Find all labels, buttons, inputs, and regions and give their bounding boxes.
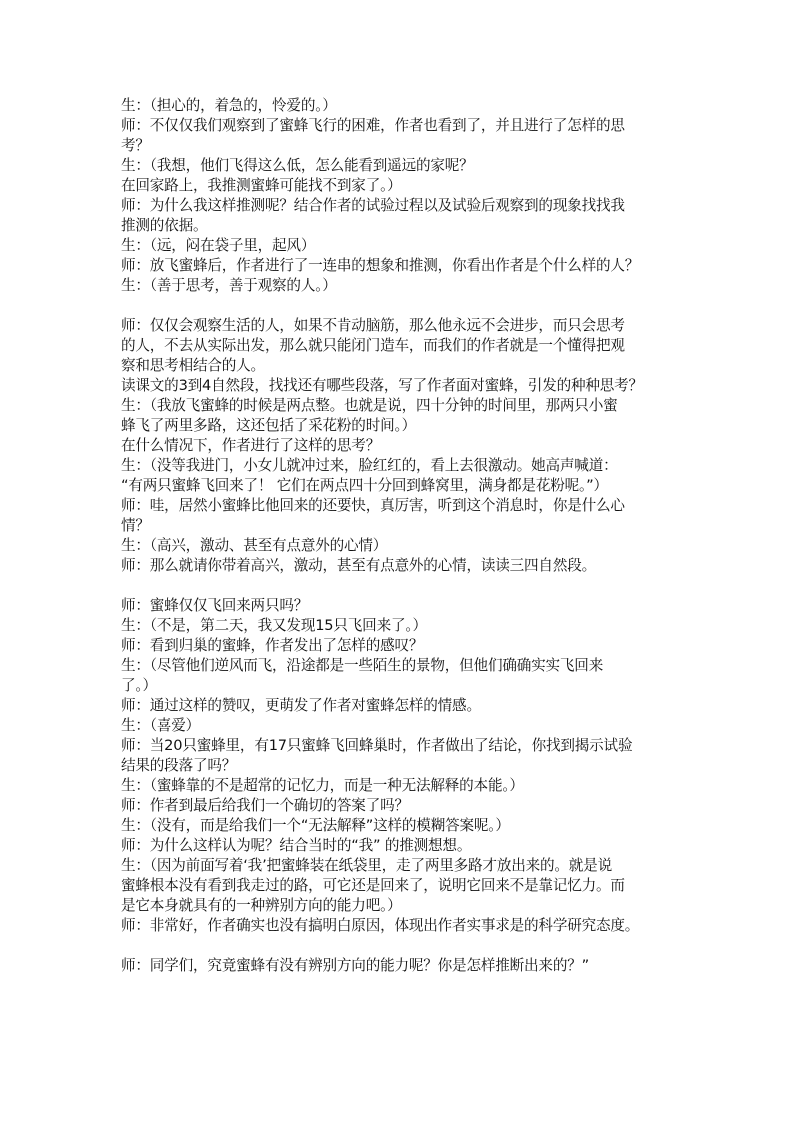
text-line: 生：（没等我进门，小女儿就冲过来，脸红红的，看上去很激动。她高声喊道： [121, 457, 618, 474]
text-line: 生：（没有，而是给我们一个“无法解释”这样的模糊答案呢。） [121, 817, 510, 834]
text-line: 师：仅仅会观察生活的人，如果不肯动脑筋，那么他永远不会进步，而只会思考 [121, 317, 625, 334]
text-line: 师：同学们，究竟蜜蜂有没有辨别方向的能力呢？你是怎样推断出来的？” [121, 957, 589, 974]
text-line: 师：为什么我这样推测呢？结合作者的试验过程以及试验后观察到的现象找找我 [121, 197, 625, 214]
text-line: 师：那么就请你带着高兴，激动，甚至有点意外的心情，读读三四自然段。 [121, 557, 596, 574]
text-line: 蜜蜂根本没有看到我走过的路，可它还是回来了，说明它回来不是靠记忆力。而 [121, 877, 625, 894]
text-line: 师：当20只蜜蜂里，有17只蜜蜂飞回蜂巢时，作者做出了结论，你找到揭示试验 [121, 737, 633, 754]
text-line: 蜂飞了两里多路，这还包括了采花粉的时间。） [121, 417, 416, 434]
text-line: 的人，不去从实际出发，那么就只能闭门造车，而我们的作者就是一个懂得把观 [121, 337, 625, 354]
blank-line [121, 936, 677, 956]
text-line: 生：（善于思考，善于观察的人。） [121, 277, 337, 294]
text-line: 生：（远，闷在袋子里，起风） [121, 237, 316, 254]
text-line: 师：看到归巢的蜜蜂，作者发出了怎样的感叹？ [121, 637, 424, 654]
blank-line [121, 576, 677, 596]
text-line: 在什么情况下，作者进行了这样的思考？ [121, 437, 381, 454]
text-line: 生：（不是，第二天，我又发现15只飞回来了。） [121, 617, 427, 634]
text-line: 考？ [121, 137, 150, 154]
text-line: 生：（高兴，激动、甚至有点意外的心情） [121, 537, 388, 554]
text-line: 在回家路上，我推测蜜蜂可能找不到家了。） [121, 177, 402, 194]
text-line: 师：作者到最后给我们一个确切的答案了吗？ [121, 797, 409, 814]
text-line: 生：（喜爱） [121, 717, 201, 734]
text-line: 师：不仅仅我们观察到了蜜蜂飞行的困难，作者也看到了，并且进行了怎样的思 [121, 117, 625, 134]
text-line: 生：（我放飞蜜蜂的时候是两点整。也就是说，四十分钟的时间里，那两只小蜜 [121, 397, 618, 414]
text-line: 生：（尽管他们逆风而飞，沿途都是一些陌生的景物，但他们确确实实飞回来 [121, 657, 604, 674]
text-line: “有两只蜜蜂飞回来了！ 它们在两点四十分回到蜂窝里，满身都是花粉呢。”） [121, 477, 608, 494]
text-line: 生：（担心的，着急的，怜爱的。） [121, 97, 337, 114]
text-line: 读课文的3到4自然段，找找还有哪些段落，写了作者面对蜜蜂，引发的种种思考？ [121, 377, 643, 394]
text-line: 是它本身就具有的一种辨别方向的能力吧。） [121, 897, 402, 914]
document-body [121, 96, 677, 976]
text-line: 师：非常好，作者确实也没有搞明白原因，体现出作者实事求是的科学研究态度。 [121, 917, 640, 934]
text-line: 师：哇，居然小蜜蜂比他回来的还要快，真厉害，听到这个消息时，你是什么心 [121, 497, 625, 514]
text-line: 情？ [121, 517, 150, 534]
text-line: 师：放飞蜜蜂后，作者进行了一连串的想象和推测，你看出作者是个什么样的人？ [121, 257, 640, 274]
text-line: 察和思考相结合的人。 [121, 357, 265, 374]
text-line: 生：（因为前面写着‘我’把蜜蜂装在纸袋里，走了两里多路才放出来的。就是说 [121, 857, 612, 874]
blank-line [121, 296, 677, 316]
text-line: 了。） [121, 677, 157, 694]
text-line: 推测的依据。 [121, 217, 208, 234]
text-line: 结果的段落了吗？ [121, 757, 237, 774]
text-line: 师：通过这样的赞叹，更萌发了作者对蜜蜂怎样的情感。 [121, 697, 481, 714]
text-line: 师：蜜蜂仅仅飞回来两只吗？ [121, 597, 309, 614]
text-line: 生：（蜜蜂靠的不是超常的记忆力，而是一种无法解释的本能。） [121, 777, 524, 794]
text-line: 师：为什么这样认为呢？结合当时的“我” 的推测想想。 [121, 837, 472, 854]
text-line: 生：（我想，他们飞得这么低，怎么能看到遥远的家呢？ [121, 157, 474, 174]
